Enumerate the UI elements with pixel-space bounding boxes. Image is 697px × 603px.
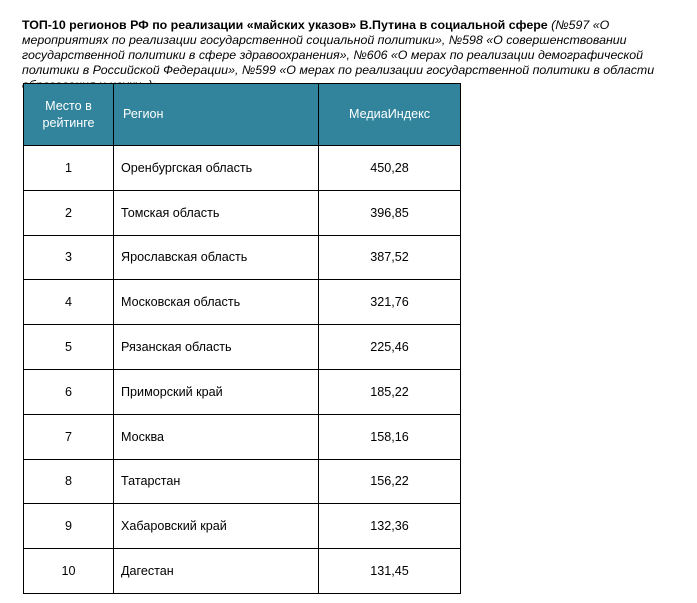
table-row	[24, 325, 461, 370]
table-row	[24, 235, 461, 280]
cell-media-index: 156,22	[319, 459, 461, 504]
cell-region: Приморский край	[114, 369, 319, 414]
cell-media-index: 321,76	[319, 280, 461, 325]
column-header-media-index: МедиаИндекс	[319, 84, 461, 146]
column-header-place: Место в рейтинге	[24, 84, 114, 146]
cell-place: 6	[24, 369, 114, 414]
heading-decrees-list: (№597 «О мероприятиях по реализации государственной социальной политики», №598 «О совершенствовании государственной политики в сфере здравоохранения», №606 «О мерах по реализации демографической политики в Российской Федерации», №599 «О мерах по реализации государственной политики в области	[22, 18, 655, 78]
cell-place: 10	[24, 549, 114, 594]
cell-region: Хабаровский край	[114, 504, 319, 549]
cell-media-index: 225,46	[319, 325, 461, 370]
table-row	[24, 369, 461, 414]
table-row	[24, 280, 461, 325]
cell-media-index: 396,85	[319, 190, 461, 235]
cell-media-index: 131,45	[319, 549, 461, 594]
cell-media-index: 185,22	[319, 369, 461, 414]
table-row	[24, 190, 461, 235]
table-row	[24, 414, 461, 459]
column-header-region: Регион	[114, 84, 319, 146]
cell-region: Московская область	[114, 280, 319, 325]
cell-media-index: 450,28	[319, 146, 461, 191]
table-row	[24, 146, 461, 191]
cell-place: 2	[24, 190, 114, 235]
cell-place: 9	[24, 504, 114, 549]
table-row	[24, 459, 461, 504]
rating-table	[23, 83, 461, 594]
cell-place: 7	[24, 414, 114, 459]
table-row	[24, 504, 461, 549]
cell-media-index: 132,36	[319, 504, 461, 549]
table-row	[24, 549, 461, 594]
cell-media-index: 158,16	[319, 414, 461, 459]
cell-region: Москва	[114, 414, 319, 459]
cell-region: Татарстан	[114, 459, 319, 504]
cell-media-index: 387,52	[319, 235, 461, 280]
cell-region: Дагестан	[114, 549, 319, 594]
heading-title: ТОП-10 регионов РФ по реализации «майских указов» В.Путина в социальной сфере	[22, 18, 552, 33]
cell-place: 5	[24, 325, 114, 370]
cell-region: Рязанская область	[114, 325, 319, 370]
cell-region: Оренбургская область	[114, 146, 319, 191]
cell-place: 8	[24, 459, 114, 504]
cell-place: 1	[24, 146, 114, 191]
cell-place: 3	[24, 235, 114, 280]
cell-place: 4	[24, 280, 114, 325]
cell-region: Ярославская область	[114, 235, 319, 280]
cell-region: Томская область	[114, 190, 319, 235]
table-header-row	[24, 84, 461, 146]
